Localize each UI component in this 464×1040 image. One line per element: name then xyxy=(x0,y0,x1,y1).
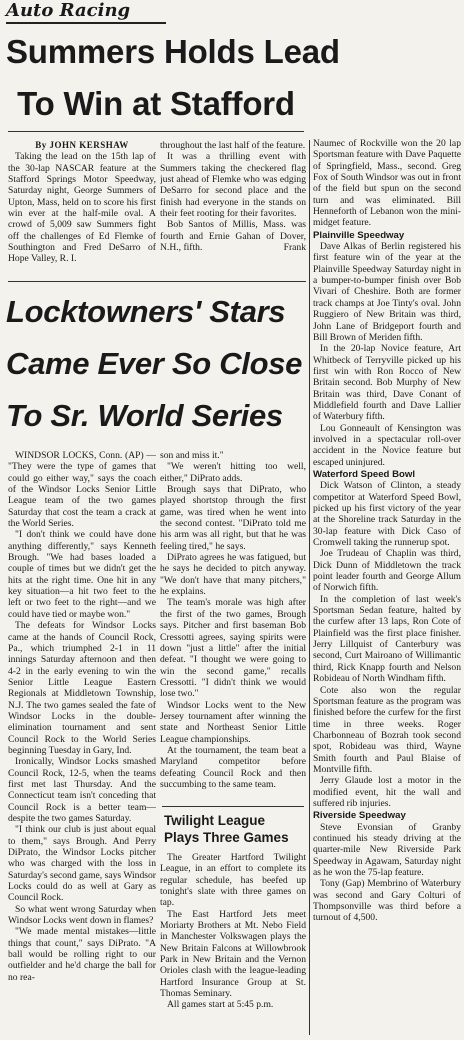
paragraph: At the tournament, the team beat a Maryland competitor before defeating Council Rock and then succumbing to the same team. xyxy=(160,744,306,790)
paragraph: The East Hartford Jets meet Moriarty Brothers at Mt. Nebo Field in Manchester Volkswagen plays the New Britain Falcons at Willowbrook Park in New Britain and the Vernon Orioles clash with the league-leading Hartford Insurance Group at St. Thomas Seminary. xyxy=(160,908,306,1000)
paragraph: Naumec of Rockville won the 20 lap Sportsman feature with Dave Paquette of Springfield, Mass., second. Greg Fox of South Windsor was out in front of the field but spun on the second turn and was eliminated. Bill Henneforth of Lebanon won the mini-midget feature. xyxy=(313,138,461,229)
story2-headline-line3: To Sr. World Series xyxy=(6,398,283,433)
byline: By JOHN KERSHAW xyxy=(35,140,129,150)
story2-column-1-body xyxy=(8,450,156,983)
story3-body xyxy=(160,852,306,1038)
story2-column-2-body xyxy=(160,450,306,790)
paragraph: Lou Gonneault of Kensington was involved in a spectacular roll-over accident in the Novice feature but escaped uninjured. xyxy=(313,422,461,468)
section-header: Auto Racing xyxy=(6,2,166,24)
paragraph: Tony (Gap) Membrino of Waterbury was second and Gary Colturi of Thompsonville was third before a turnout of 4,500. xyxy=(313,878,461,924)
box-rule-top xyxy=(162,806,304,807)
paragraph: Joe Trudeau of Chaplin was third, Dick Dunn of Middletown the track point leader fourth and George Allum of Norwich fifth. xyxy=(313,548,461,594)
subheading: Waterford Speed Bowl xyxy=(313,468,415,480)
story3-headline-line1: Twilight League xyxy=(164,813,265,828)
story1-signoff: Frank xyxy=(283,242,306,254)
paragraph: In the completion of last week's Sportsman Sedan feature, halted by the curfew after 13 laps, Ron Cote of Plainfield was the first place finisher. Jerry Lillquist of Canterbury was second, Curt Mairoano of Willimantic third, Rick Knapp fourth and Nelson Robideau of North Windham fifth. xyxy=(313,593,461,685)
paragraph: Dave Alkas of Berlin registered his first feature win of the year at the Plainville Speedway Saturday night in a bumper-to-bumper finish over Bob Vivari of Cheshire. Both are former track champs at Joe Tinty's oval. John Ruggiero of New Britain was third, John Lane of Bridgeport fourth and Bill Brown of Meriden fifth. xyxy=(313,241,461,343)
paragraph: Bob Santos of Millis, Mass. was fourth and Ernie Gahan of Dover, N.H., fifth. xyxy=(160,219,306,254)
story3-paragraphs xyxy=(160,852,306,1011)
column-rule xyxy=(309,140,310,1035)
story1-column-1 xyxy=(8,140,156,275)
paragraph: "We weren't hitting too well, either," DiPrato adds. xyxy=(160,461,306,484)
story2-headline-line2: Came Ever So Close xyxy=(6,346,303,381)
paragraph: So what went wrong Saturday when Windsor Locks went down in flames? xyxy=(8,903,156,927)
paragraph: Windsor Locks went to the New Jersey tournament after winning the state and Northeast Senior Little League championships. xyxy=(160,699,306,745)
paragraph: "I think our club is just about equal to them," says Brough. And Perry DiPrato, the Windsor Locks pitcher who was charged with the loss in Saturday's second game, says Windsor Locks could do as well at Gary as Council Rock. xyxy=(8,824,156,904)
story2-headline-line1: Locktowners' Stars xyxy=(6,294,286,329)
paragraph: WINDSOR LOCKS, Conn. (AP) — "They were the type of games that could go either way," says the coach of the Windsor Locks Senior Little League team of the two games Saturday that cost the team a crack at the World Series. xyxy=(8,450,156,530)
story1-column-2 xyxy=(160,140,306,280)
headline-rule xyxy=(8,131,304,132)
paragraph: Dick Watson of Clinton, a steady competitor at Waterford Speed Bowl, picked up his first victory of the year at the Shoreline track Saturday in the 30-lap feature with Dick Caso of Cromwell taking the runnerup spot. xyxy=(313,480,461,549)
paragraph: All games start at 5:45 p.m. xyxy=(167,999,274,1011)
paragraph: The defeats for Windsor Locks came at the hands of Council Rock, Pa., which triumphed 2-1 in 11 innings Saturday afternoon and then 4-2 in the early evening to win the Senior Little League Eastern Regionals at Middletown Township, N.J. The two games sealed the fate of Windsor Locks in the double-elimination tournament and sent Council Rock to the World Series beginning Tuesday in Gary, Ind. xyxy=(8,620,156,756)
paragraph: throughout the last half of the feature. xyxy=(160,140,306,151)
story3-headline-line2: Plays Three Games xyxy=(164,830,289,845)
paragraph: The Greater Hartford Twilight League, in an effort to complete its regular schedule, has beefed up tonight's slate with three games on tap. xyxy=(160,852,306,909)
paragraph: "I don't think we could have done anything differently," says Kenneth Brough. "We had bases loaded a couple of times but we didn't get the hits at the right time. One hit in any key situation—a hit two feet to the left or two feet to the right—and we could have tied or maybe won." xyxy=(8,529,156,620)
paragraph: Jerry Glaude lost a motor in the modified event, hit the wall and suffered rib injuries. xyxy=(313,775,461,809)
subheading: Riverside Speedway xyxy=(313,810,406,822)
paragraph: In the 20-lap Novice feature, Art Whitbeck of Terryville picked up his first win with Ron Rocco of New Britain second. Bob Murphy of New Britain was third, Dave Conant of Middlefield fourth and Dave Lallier of Waterbury fifth. xyxy=(313,343,461,423)
story1-column-2-body xyxy=(160,140,306,253)
paragraph: "We made mental mistakes—little things that count," says DiPrato. "A ball would be rolling right to our outfielder and he'd charge the ball for no rea- xyxy=(8,926,156,983)
paragraph: Cote also won the regular Sportsman feature as the program was finished before the curfew for the first time in three weeks. Roger Charbonneau of Bozrah took second spot, Robideau was third, Wayne Smith fourth and Paul Blaise of Montville fifth. xyxy=(313,684,461,775)
subheading: Plainville Speedway xyxy=(313,229,405,241)
paragraph: Steve Evonsian of Granby continued his steady driving at the quarter-mile New Riverside Park Speedway in Agawam, Saturday night as he won the 75-lap feature. xyxy=(313,821,461,878)
story2-column-2 xyxy=(160,450,306,795)
paragraph: Ironically, Windsor Locks smashed Council Rock, 12-5, when the teams first met last Thursday. And the Connecticut team isn't conceding that Council Rock is a better team—despite the two games Saturday. xyxy=(8,756,156,824)
paragraph: It was a thrilling event with Summers taking the checkered flag just ahead of Flemke who was edging DeSarro for second place and the finish had everyone in the stands on their feet rooting for their favorites. xyxy=(160,151,306,220)
paragraph: The team's morale was high after the first of the two games, Brough says. Pitcher and first baseman Bob Cressotti agrees, saying spirits were down "just a little" after the initial defeat. "I thought we were going to win the second game," recalls Cressotti. "I didn't think we would lose two." xyxy=(160,597,306,700)
racing-roundup-column xyxy=(313,138,461,1038)
story2-column-1 xyxy=(8,450,156,1035)
paragraph: Brough says that DiPrato, who played shortstop through the first game, was tired when he went into the second contest. "DiPrato told me his arm was all right, but that he was feeling tired," he says. xyxy=(160,484,306,552)
paragraph: son and miss it." xyxy=(160,450,224,461)
story1-headline-line1: Summers Holds Lead xyxy=(6,33,340,70)
story-divider xyxy=(8,281,306,282)
story1-headline-line2: To Win at Stafford xyxy=(17,85,295,122)
racing-roundup-body xyxy=(313,138,461,924)
story1-para: Taking the lead on the 15th lap of the 30-lap NASCAR feature at the Stafford Springs Motor Speedway, Saturday night, George Summers of Upton, Mass, held on to score his first win ever at the half-mile oval. A crowd of 5,009 saw Summers fight off the challenges of Ed Flemke of Southington and Fred DeSarro of Hope Valley, R. I. xyxy=(8,151,156,265)
paragraph: DiPrato agrees he was fatigued, but he says he decided to pitch anyway. "We don't have that many pitchers," he explains. xyxy=(160,552,306,598)
